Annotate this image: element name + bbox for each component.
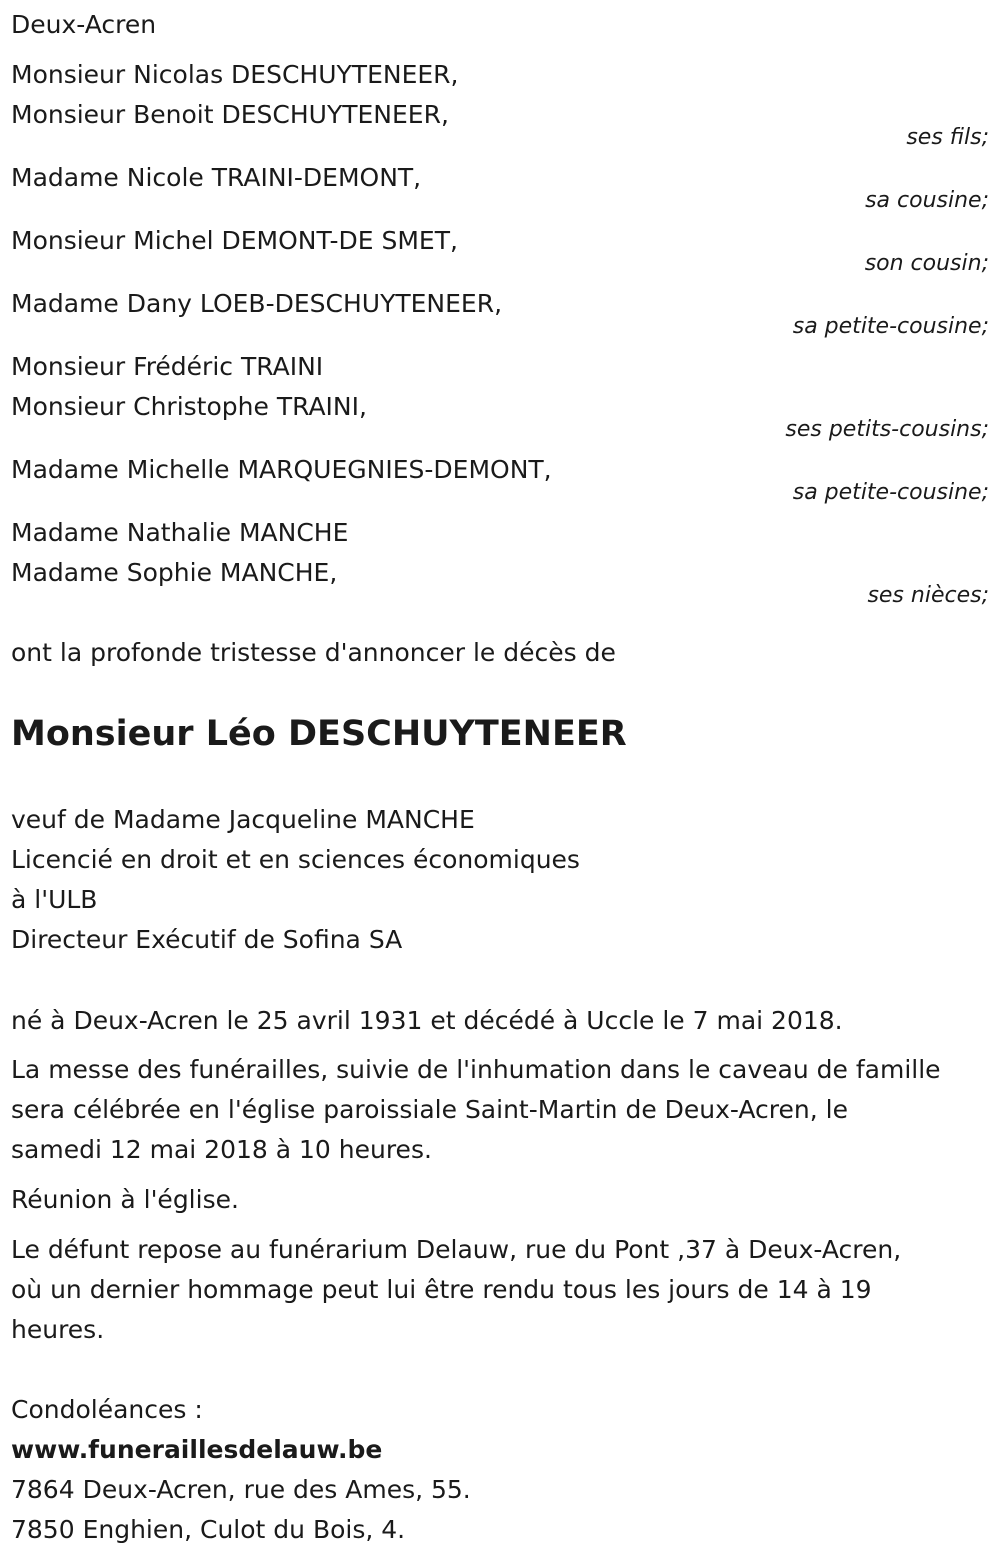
family-name: Monsieur Christophe TRAINI, [11,392,367,421]
announcement-text: ont la profonde tristesse d'annoncer le décès de [11,638,616,667]
family-role: ses petits-cousins; [785,417,989,442]
funeral-text-line: samedi 12 mai 2018 à 10 heures. [11,1135,432,1164]
deceased-name: Monsieur Léo DESCHUYTENEER [11,714,627,754]
deceased-detail: à l'ULB [11,885,98,914]
funeral-text-line: sera célébrée en l'église paroissiale Saint-Martin de Deux-Acren, le [11,1095,848,1124]
birth-death-text: né à Deux-Acren le 25 avril 1931 et décédé à Uccle le 7 mai 2018. [11,1006,843,1035]
family-name: Monsieur Benoit DESCHUYTENEER, [11,100,449,129]
deceased-detail: Directeur Exécutif de Sofina SA [11,925,403,954]
address-line: 7850 Enghien, Culot du Bois, 4. [11,1515,406,1544]
family-name: Madame Nicole TRAINI-DEMONT, [11,163,422,192]
condolences-label: Condoléances : [11,1395,203,1424]
condolences-website-link[interactable]: www.funeraillesdelauw.be [11,1435,383,1464]
family-name: Monsieur Frédéric TRAINI [11,352,324,381]
family-role: sa cousine; [865,188,989,213]
family-role: sa petite-cousine; [792,480,989,505]
rest-text-line: Le défunt repose au funérarium Delauw, rue du Pont ,37 à Deux-Acren, [11,1235,902,1264]
family-name: Monsieur Michel DEMONT-DE SMET, [11,226,458,255]
family-name: Madame Nathalie MANCHE [11,518,349,547]
funeral-text-line: La messe des funérailles, suivie de l'inhumation dans le caveau de famille [11,1055,941,1084]
address-line: 7864 Deux-Acren, rue des Ames, 55. [11,1475,471,1504]
family-role: sa petite-cousine; [792,314,989,339]
deceased-detail: veuf de Madame Jacqueline MANCHE [11,805,475,834]
rest-text-line: heures. [11,1315,105,1344]
family-role: son cousin; [864,251,989,276]
meeting-text: Réunion à l'église. [11,1185,239,1214]
family-name: Madame Sophie MANCHE, [11,558,338,587]
family-role: ses fils; [906,125,989,150]
family-role: ses nièces; [867,583,989,608]
family-name: Madame Dany LOEB-DESCHUYTENEER, [11,289,503,318]
deceased-detail: Licencié en droit et en sciences économiques [11,845,580,874]
family-name: Monsieur Nicolas DESCHUYTENEER, [11,60,459,89]
location-header: Deux-Acren [11,10,157,39]
family-name: Madame Michelle MARQUEGNIES-DEMONT, [11,455,552,484]
rest-text-line: où un dernier hommage peut lui être rendu tous les jours de 14 à 19 [11,1275,872,1304]
